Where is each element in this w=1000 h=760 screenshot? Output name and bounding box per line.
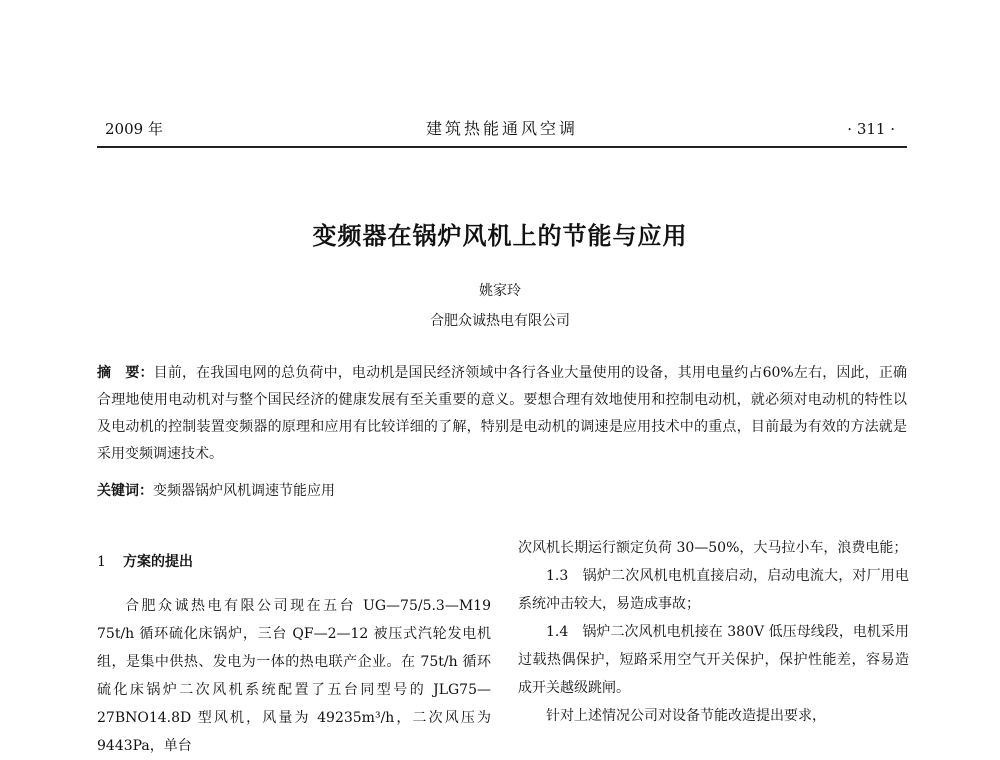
section-title: 方案的提出	[123, 554, 193, 570]
closing-paragraph: 针对上述情况公司对设备节能改造提出要求，	[546, 708, 826, 724]
continued-paragraph: 次风机长期运行额定负荷 30—50%，大马拉小车，浪费电能；	[518, 540, 908, 556]
header-rule	[97, 146, 907, 148]
list-item-1-4: 1.4 锅炉二次风机电机接在 380V 低压母线段，电机采用过载热偶保护，短路采用空气开关保护，保护性能差，容易造成开关越级跳闸。	[518, 624, 909, 696]
section-paragraph: 合肥众诚热电有限公司现在五台 UG—75/5.3—M19 75t/h 循环硫化床锅炉，三台 QF—2—12 被压式汽轮发电机组，是集中供热、发电为一体的热电联产企业。在 75t/h 循环硫化床锅炉二次风机系统配置了五台同型号的 JLG75—27BNO14.8D 型风机，风量为 49235m³/h，二次风压为 9443Pa，单台	[97, 598, 491, 754]
keywords-text: 变频器锅炉风机调速节能应用	[153, 483, 335, 499]
right-column	[518, 534, 909, 730]
left-column	[97, 548, 491, 760]
keywords-label: 关键词：	[97, 483, 153, 499]
header-year: 2009 年	[105, 120, 163, 138]
author-affiliation: 合肥众诚热电有限公司	[430, 313, 570, 329]
abstract	[97, 360, 907, 468]
journal-name: 建筑热能通风空调	[425, 119, 578, 138]
page-number: · 311 ·	[847, 120, 895, 138]
author-name: 姚家玲	[479, 283, 521, 299]
article-title: 变频器在锅炉风机上的节能与应用	[312, 222, 688, 250]
section-heading	[97, 548, 491, 576]
running-header	[97, 116, 907, 142]
section-number: 1	[97, 554, 106, 570]
abstract-label: 摘 要：	[97, 365, 154, 381]
keywords	[97, 479, 907, 503]
list-item-1-3: 1.3 锅炉二次风机电机直接启动，启动电流大，对厂用电系统冲击较大，易造成事故；	[518, 568, 909, 612]
abstract-text: 目前，在我国电网的总负荷中，电动机是国民经济领域中各行各业大量使用的设备，其用电量约占60%左右，因此，正确合理地使用电动机对与整个国民经济的健康发展有至关重要的意义。要想合理有效地使用和控制电动机，就必须对电动机的特性以及电动机的控制装置变频器的原理和应用有比较详细的了解，特别是电动机的调速是应用技术中的重点，目前最为有效的方法就是采用变频调速技术。	[97, 365, 907, 462]
